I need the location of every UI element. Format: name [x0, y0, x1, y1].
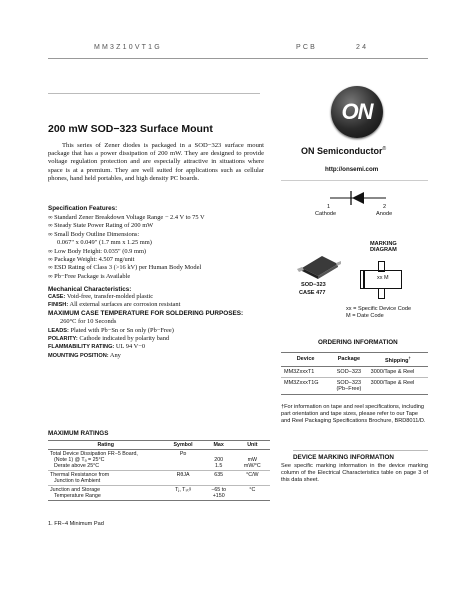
col-symbol: Symbol: [173, 442, 193, 448]
header-pcb: PCB: [296, 44, 317, 51]
device-marking-text: See specific marking information in the device marking column of the Electrical Characteristics table on page 3 of this data sheet.: [281, 463, 428, 483]
max-ratings-table: [48, 440, 270, 501]
mechanical-section: [48, 286, 273, 360]
col-max: Max: [213, 442, 224, 448]
pin1-number: 1: [327, 204, 331, 210]
spec-item: ∞ Package Weight: 4.507 mg/unit: [48, 256, 135, 264]
unit-cell: °C: [249, 487, 256, 493]
on-logo-icon: ON: [331, 86, 383, 138]
mech-case: CASE: Void-free, transfer-molded plastic: [48, 293, 154, 300]
spec-item: ∞ Pb−Free Package is Available: [48, 272, 131, 280]
rating-cell: Total Device Dissipation FR−5 Board, (Note 1) @ Tₐ = 25°C Derate above 25°C: [50, 451, 138, 469]
marking-legend-m: M = Date Code: [346, 313, 384, 319]
package-cell: SOD−323: [336, 368, 362, 375]
marking-text: xx M: [377, 275, 389, 281]
ordering-table: [281, 352, 428, 395]
shipping-cell: 3000/Tape & Reel: [370, 379, 415, 386]
mech-polarity: POLARITY: Cathode indicated by polarity band: [48, 335, 170, 343]
symbol-cell: RθJA: [176, 472, 190, 478]
header-rule: [48, 58, 428, 59]
pin1-label: Cathode: [315, 211, 337, 217]
header-part-number: MM3Z10VT1G: [94, 44, 162, 51]
mech-maxcase-value: 260°C for 10 Seconds: [60, 318, 117, 326]
mech-flammability: FLAMMABILITY RATING: UL 94 V−0: [48, 343, 146, 351]
spec-item: ∞ Low Body Height: 0.035" (0.9 mm): [48, 247, 147, 255]
mech-leads: LEADS: Plated with Pb−Sn or Sn only (Pb−Free): [48, 326, 174, 334]
mech-mounting: MOUNTING POSITION: Any: [48, 351, 121, 359]
table-row: [281, 377, 428, 394]
spec-list: [48, 214, 268, 281]
marking-title: MARKING DIAGRAM: [370, 241, 397, 253]
brand-name: ON Semiconductor®: [301, 146, 387, 156]
spec-item: ∞ Standard Zener Breakdown Voltage Range − 2.4 V to 75 V: [48, 214, 205, 221]
mech-finish: FINISH: All external surfaces are corrosion resistant: [48, 301, 181, 309]
col-device: Device: [296, 356, 315, 363]
col-shipping: Shipping†: [384, 355, 411, 364]
table-row: [48, 471, 270, 486]
package-cell: SOD−323 (Pb−Free): [336, 379, 362, 392]
mech-maxcase: MAXIMUM CASE TEMPERATURE FOR SOLDERING PURPOSES:: [48, 309, 244, 317]
max-ratings-heading: MAXIMUM RATINGS: [48, 430, 109, 437]
spec-subitem: 0.067" x 0.049" (1.7 mm x 1.25 mm): [57, 239, 152, 247]
ordering-footnote: †For information on tape and reel specifications, including part orientation and tape sizes, please refer to our Tape and Reel Packaging Specifications Brochure, BRD8011/D.: [281, 404, 426, 425]
marking-legend-xx: xx = Specific Device Code: [346, 306, 412, 312]
max-cell: −65 to +150: [211, 487, 227, 499]
package-case: CASE 477: [299, 290, 326, 296]
table-row: [281, 366, 428, 377]
spec-item: ∞ ESD Rating of Class 3 (>16 kV) per Human Body Model: [48, 264, 202, 272]
pin2-label: Anode: [376, 211, 393, 217]
mech-heading: Mechanical Characteristics:: [48, 286, 132, 293]
website-link[interactable]: http://onsemi.com: [325, 166, 379, 173]
device-cell: MM3ZxxxT1G: [284, 379, 319, 386]
shipping-cell: 3000/Tape & Reel: [370, 368, 415, 375]
marking-pin-bottom: [378, 288, 385, 299]
col-unit: Unit: [247, 442, 258, 448]
pin2-number: 2: [383, 204, 387, 210]
symbol-cell: Tⱼ, Tₛₜᵍ: [175, 487, 191, 493]
intro-paragraph: This series of Zener diodes is packaged in a SOD−323 surface mount package that has a power dissipation of 200 mW. They are designed to provide voltage regulation protection and are especially attractive in situations where space is at a premium. They are well suited for applications such as cellular phones, hand held portables, and high density PC boards.: [48, 142, 264, 182]
max-ratings-note: 1. FR−4 Minimum Pad: [48, 521, 104, 527]
header-page: 24: [356, 44, 369, 51]
right-rule: [281, 180, 428, 181]
page-title: 200 mW SOD−323 Surface Mount: [48, 123, 213, 135]
col-package: Package: [337, 356, 361, 363]
unit-cell: mW mW/°C: [243, 457, 261, 469]
title-rule: [48, 93, 260, 94]
rating-cell: Junction and Storage Temperature Range: [50, 487, 101, 499]
marking-body: [360, 270, 402, 289]
max-cell: 200 1.5: [214, 457, 224, 469]
spec-heading: Specification Features:: [48, 205, 118, 212]
table-header-row: [48, 441, 270, 450]
spec-item: ∞ Steady State Power Rating of 200 mW: [48, 222, 154, 230]
table-header-row: [281, 353, 428, 367]
max-cell: 635: [214, 472, 224, 478]
col-rating: Rating: [97, 442, 114, 448]
package-name: SOD−323: [301, 282, 326, 288]
rating-cell: Thermal Resistance from Junction to Ambient: [50, 472, 110, 484]
marking-band: [363, 271, 365, 288]
device-marking-title: DEVICE MARKING INFORMATION: [293, 450, 428, 461]
symbol-cell: Pᴅ: [179, 451, 187, 457]
sod323-package-icon: [296, 250, 342, 280]
spec-item: ∞ Small Body Outline Dimensions:: [48, 230, 140, 238]
ordering-title: ORDERING INFORMATION: [318, 339, 398, 346]
unit-cell: °C/W: [246, 472, 259, 478]
table-row: [48, 486, 270, 501]
device-cell: MM3ZxxxT1: [284, 368, 315, 375]
table-row: [48, 450, 270, 471]
